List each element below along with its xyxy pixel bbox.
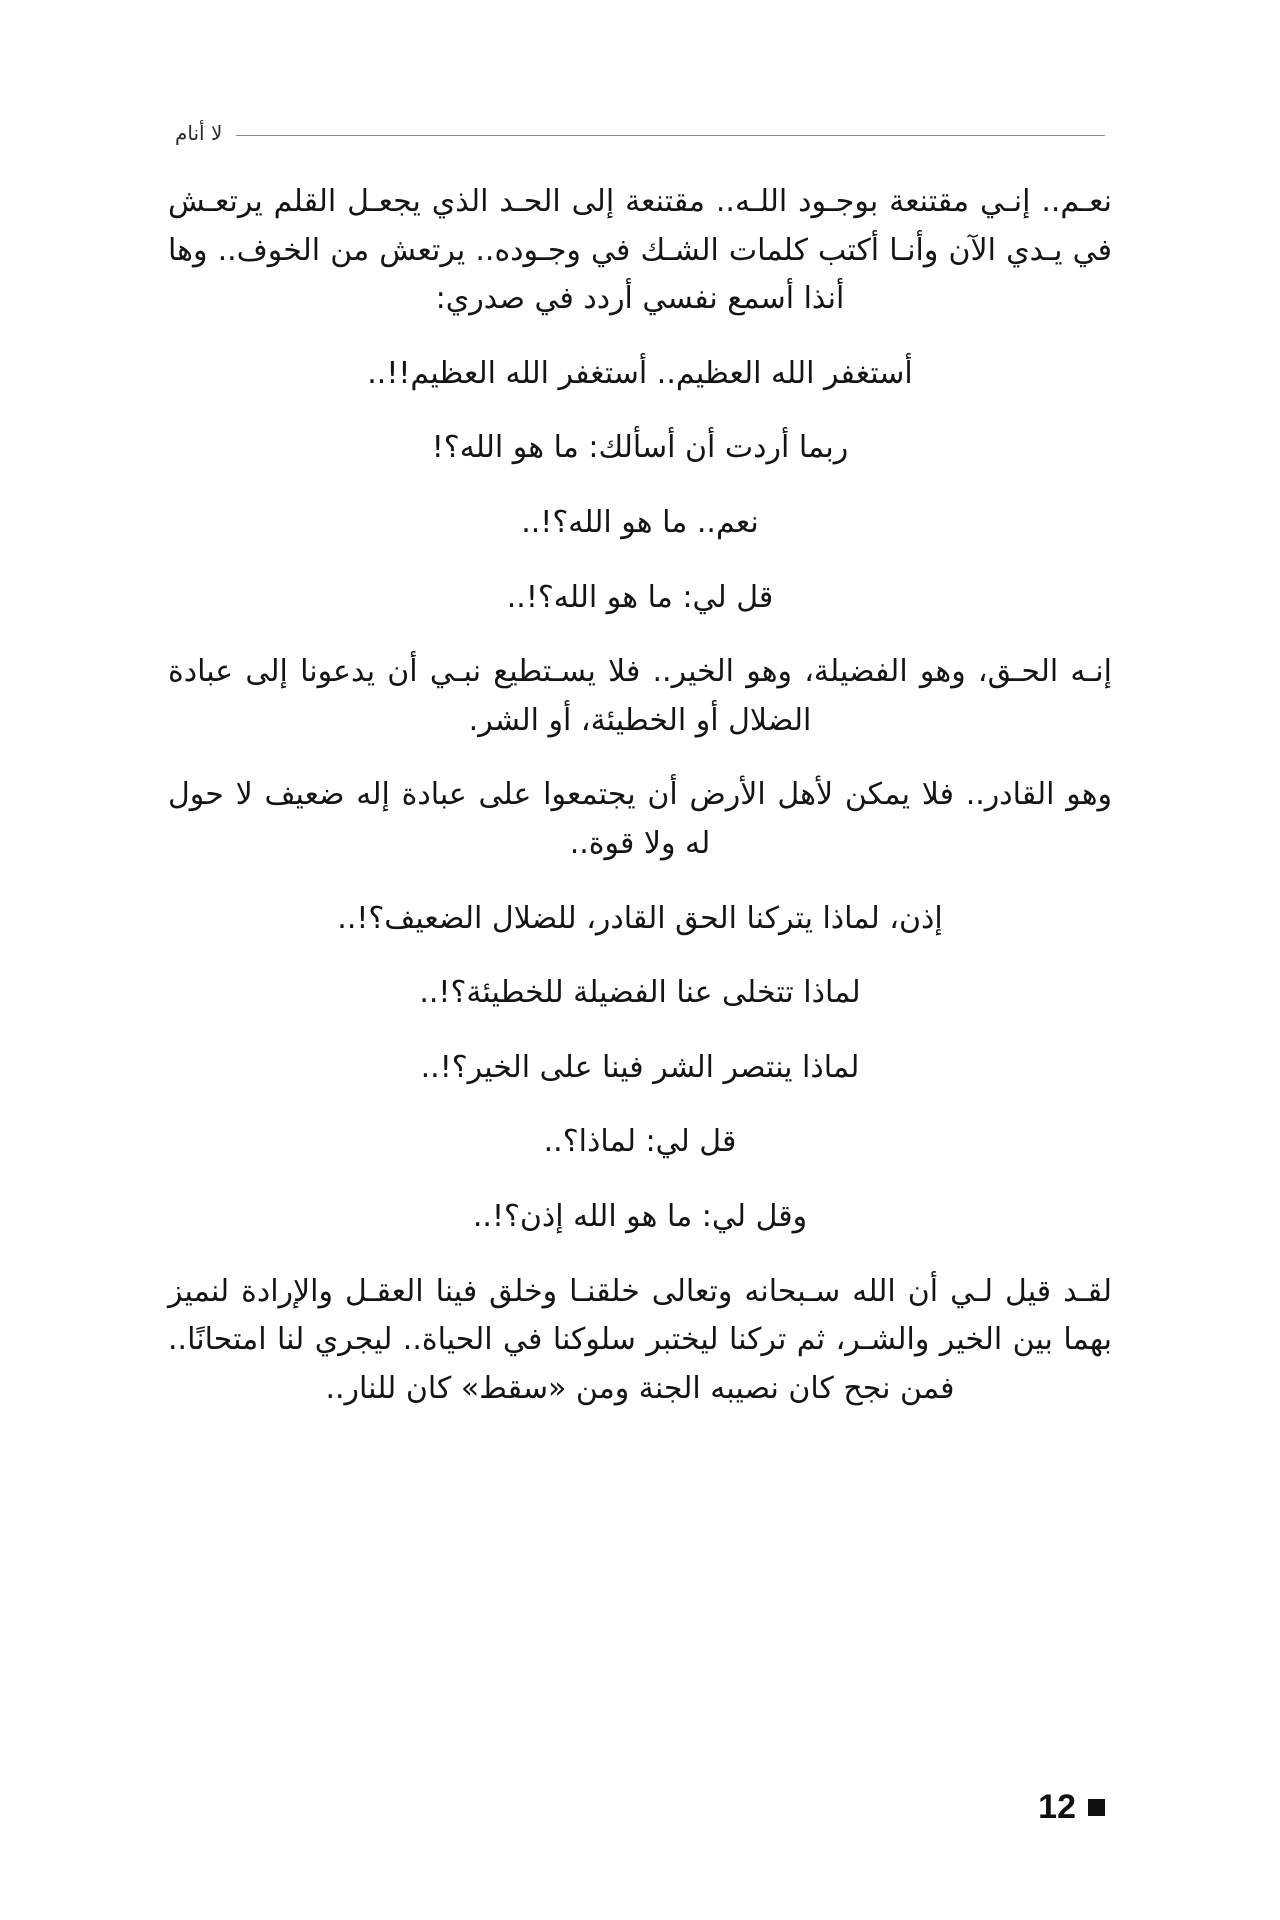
body-paragraph: قل لي: ما هو الله؟!.. [506, 579, 774, 615]
square-bullet-icon [1088, 1799, 1105, 1816]
body-paragraph: وقل لي: ما هو الله إذن؟!.. [472, 1198, 808, 1234]
body-paragraph: لماذا تتخلى عنا الفضيلة للخطيئة؟!.. [419, 975, 861, 1011]
body-paragraph: نعـم.. إنـي مقتنعة بوجـود اللـه.. مقتنعة إلى الحـد الذي يجعـل القلم يرتعـش في يـدي الآن وأنـا أكتب كلمات الشـك في وجـوده.. يرتعش من الخوف.. وها أنذا أسمع نفسي أردد في صدري: [168, 184, 1112, 317]
body-paragraph: نعم.. ما هو الله؟!.. [521, 504, 759, 540]
page-footer [0, 1790, 1105, 1824]
body-paragraph: أستغفر الله العظيم.. أستغفر الله العظيم!!.. [367, 355, 913, 391]
page-number: 12 [1038, 1788, 1076, 1826]
body-paragraph: ربما أردت أن أسألك: ما هو الله؟! [431, 430, 849, 466]
page-header [175, 116, 1105, 150]
header-divider-rule [236, 135, 1105, 136]
body-paragraph: لماذا ينتصر الشر فينا على الخير؟!.. [420, 1049, 860, 1085]
page-body [168, 178, 1112, 1439]
body-paragraph: وهو القادر.. فلا يمكن لأهل الأرض أن يجتمعوا على عبادة إله ضعيف لا حول له ولا قوة.. [168, 777, 1112, 861]
running-title: لا أنام [175, 121, 223, 145]
page-footer-group [1038, 1790, 1105, 1824]
body-paragraph: لقـد قيل لـي أن الله سـبحانه وتعالى خلقنـا وخلق فينا العقـل والإرادة لنميز بهما بين الخير والشـر، ثم تركنا ليختبر سلوكنا في الحياة.. ليجري لنا امتحانًا.. فمن نجح كان نصيبه الجنة ومن «سقط» كان للنار.. [168, 1273, 1112, 1406]
body-paragraph: قل لي: لماذا؟.. [543, 1124, 737, 1160]
body-paragraph: إذن، لماذا يتركنا الحق القادر، للضلال الضعيف؟!.. [337, 900, 943, 936]
body-paragraph: إنـه الحـق، وهو الفضيلة، وهو الخير.. فلا يسـتطيع نبـي أن يدعونا إلى عبادة الضلال أو الخطيئة، أو الشر. [168, 654, 1112, 738]
